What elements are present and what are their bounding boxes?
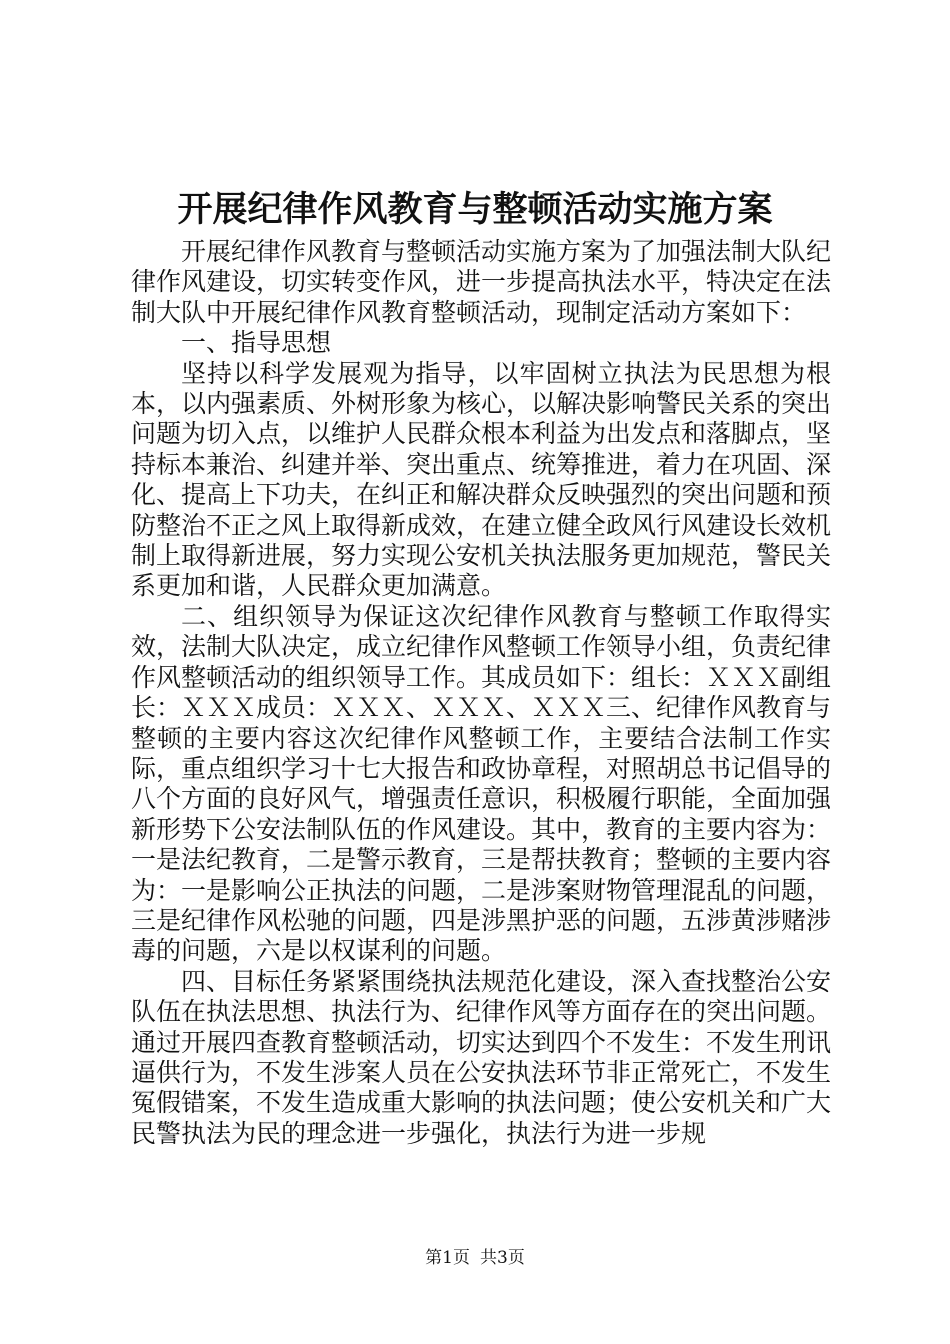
document-title: 开展纪律作风教育与整顿活动实施方案 <box>177 189 773 230</box>
paragraph-goals: 四、目标任务紧紧围绕执法规范化建设，深入查找整治公安队伍在执法思想、执法行为、纪律作风等方面存在的突出问题。通过开展四查教育整顿活动，切实达到四个不发生：不发生刑讯逼供行为，不发生涉案人员在公安执法环节非正常死亡，不发生冤假错案，不发生造成重大影响的执法问题；使公安机关和广大民警执法为民的理念进一步强化，执法行为进一步规 <box>131 966 832 1148</box>
page-number: 第1页 <box>425 1248 470 1268</box>
page-footer <box>0 1246 950 1270</box>
page-total: 共3页 <box>480 1248 525 1268</box>
paragraph-organization-and-content: 二、组织领导为保证这次纪律作风教育与整顿工作取得实效，法制大队决定，成立纪律作风整顿工作领导小组，负责纪律作风整顿活动的组织领导工作。其成员如下：组长：ＸＸＸ副组长：ＸＸＸ成员：ＸＸＸ、ＸＸＸ、ＸＸＸ三、纪律作风教育与整顿的主要内容这次纪律作风整顿工作，主要结合法制工作实际，重点组织学习十七大报告和政协章程，对照胡总书记倡导的八个方面的良好风气，增强责任意识，积极履行职能，全面加强新形势下公安法制队伍的作风建设。其中，教育的主要内容为：一是法纪教育，二是警示教育，三是帮扶教育；整顿的主要内容为：一是影响公正执法的问题，二是涉案财物管理混乱的问题，三是纪律作风松驰的问题，四是涉黑护恶的问题，五涉黄涉赌涉毒的问题，六是以权谋利的问题。 <box>131 601 832 966</box>
section-heading-guiding-ideology: 一、指导思想 <box>181 328 332 358</box>
paragraph-intro: 开展纪律作风教育与整顿活动实施方案为了加强法制大队纪律作风建设，切实转变作风，进一步提高执法水平，特决定在法制大队中开展纪律作风教育整顿活动，现制定活动方案如下： <box>131 237 832 327</box>
document-body <box>131 237 831 1149</box>
paragraph-guiding-ideology: 坚持以科学发展观为指导，以牢固树立执法为民思想为根本，以内强素质、外树形象为核心，以解决影响警民关系的突出问题为切入点，以维护人民群众根本利益为出发点和落脚点，坚持标本兼治、纠建并举、突出重点、统筹推进，着力在巩固、深化、提高上下功夫，在纠正和解决群众反映强烈的突出问题和预防整治不正之风上取得新成效，在建立健全政风行风建设长效机制上取得新进展，努力实现公安机关执法服务更加规范，警民关系更加和谐，人民群众更加满意。 <box>131 358 832 601</box>
